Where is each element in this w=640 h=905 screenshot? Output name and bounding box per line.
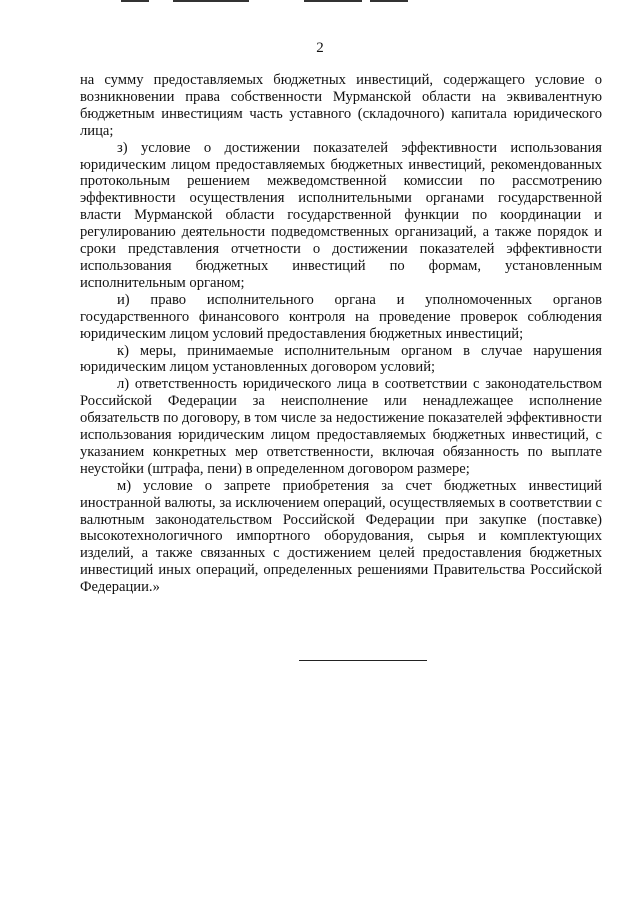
paragraph-item-i: и) право исполнительного органа и уполномоченных органов государственного финансового контроля на проведение проверок соблюдения юридическим лицом условий предоставления бюджетных инвестиций;: [80, 291, 602, 342]
top-edge-mark: [370, 0, 408, 2]
paragraph-item-m: м) условие о запрете приобретения за счет бюджетных инвестиций иностранной валюты, за исключением операций, осуществляемых в соответствии с валютным законодательством Российской Федерации при закупке (поставке) высокотехнологичного импортного оборудования, сырья и комплектующих изделий, а также связанных с достижением целей предоставления бюджетных инвестиций иных операций, определенных решениями Правительства Российской Федерации.»: [80, 477, 602, 596]
top-edge-mark: [304, 0, 362, 2]
document-body: [80, 72, 602, 596]
paragraph-continuation: на сумму предоставляемых бюджетных инвестиций, содержащего условие о возникновении права собственности Мурманской области на эквивалентную бюджетным инвестициям часть уставного (складочного) капитала юридического лица;: [80, 72, 602, 139]
top-edge-mark: [173, 0, 249, 2]
page-number: 2: [316, 40, 324, 56]
paragraph-item-z: з) условие о достижении показателей эффективности использования юридическим лицом предоставляемых бюджетных инвестиций, рекомендованных протокольным решением межведомственной комиссии по рассмотрению эффективности осуществления исполнительными органами государственной власти Мурманской области государственной функции по координации и регулированию деятельности подведомственных организаций, а также порядок и сроки представления отчетности о достижении показателей эффективности использования бюджетных инвестиций по формам, установленным исполнительным органом;: [80, 139, 602, 291]
paragraph-item-k: к) меры, принимаемые исполнительным органом в случае нарушения юридическим лицом установленных договором условий;: [80, 342, 602, 376]
paragraph-item-l: л) ответственность юридического лица в соответствии с законодательством Российской Федерации за неисполнение или ненадлежащее исполнение обязательств по договору, в том числе за недостижение показателей эффективности использования юридическим лицом предоставляемых бюджетных инвестиций, с указанием конкретных мер ответственности, включая обязанность по выплате неустойки (штрафа, пени) в определенном договором размере;: [80, 376, 602, 477]
top-edge-mark: [121, 0, 149, 2]
end-of-document-rule: [299, 660, 427, 661]
